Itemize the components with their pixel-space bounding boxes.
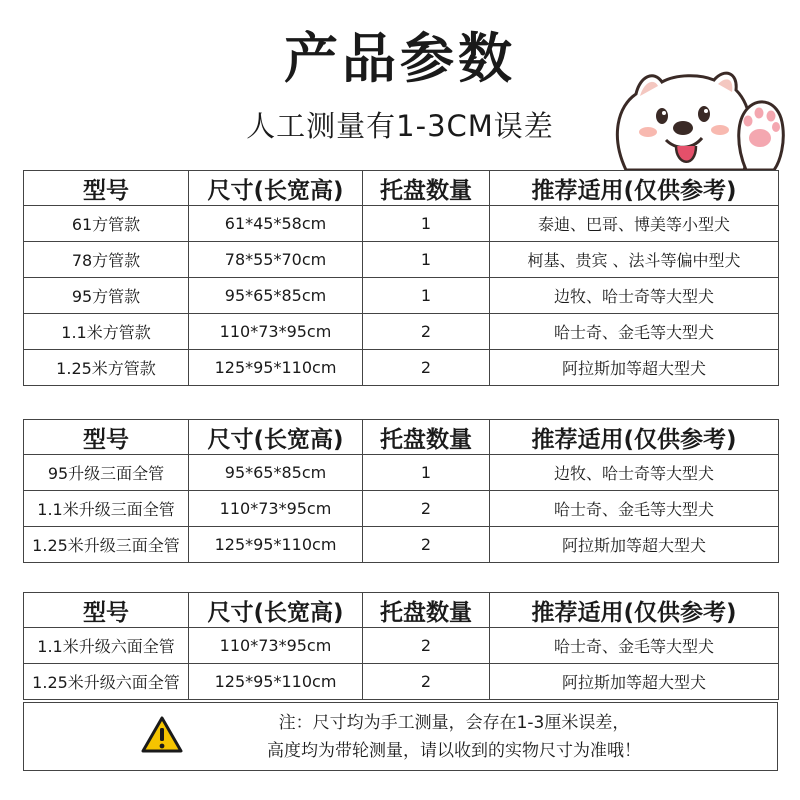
header-tray-count: 托盘数量 [363,420,490,455]
header-recommended: 推荐适用(仅供参考) [490,171,779,206]
table-header-row [24,420,779,455]
cell-tray-count: 1 [363,455,490,491]
header-tray-count: 托盘数量 [363,593,490,628]
cell-model: 95升级三面全管 [24,455,189,491]
dog-illustration-icon [596,66,786,170]
note-text [194,709,714,765]
table-row [24,527,779,563]
header-size: 尺寸(长宽高) [189,420,363,455]
header-model: 型号 [24,593,189,628]
cell-model: 1.25米方管款 [24,350,189,386]
header-tray-count: 托盘数量 [363,171,490,206]
cell-model: 61方管款 [24,206,189,242]
cell-model: 1.25米升级三面全管 [24,527,189,563]
table-row [24,350,779,386]
note-line-1: 注：尺寸均为手工测量，会存在1-3厘米误差， [278,713,630,733]
table-row [24,314,779,350]
table-row [24,455,779,491]
page-subtitle: 人工测量有1-3CM误差 [246,109,554,143]
note-line-2: 高度均为带轮测量，请以收到的实物尺寸为准哦！ [267,741,641,761]
cell-size: 125*95*110cm [189,350,363,386]
header-size: 尺寸(长宽高) [189,171,363,206]
table-row [24,664,779,700]
cell-model: 95方管款 [24,278,189,314]
cell-tray-count: 1 [363,278,490,314]
cell-model: 1.1米方管款 [24,314,189,350]
table-row [24,491,779,527]
cell-model: 1.1米升级三面全管 [24,491,189,527]
cell-size: 61*45*58cm [189,206,363,242]
cell-size: 110*73*95cm [189,314,363,350]
cell-size: 110*73*95cm [189,491,363,527]
table-header-row [24,171,779,206]
cell-recommended: 泰迪、巴哥、博美等小型犬 [490,206,779,242]
cell-size: 125*95*110cm [189,527,363,563]
cell-tray-count: 2 [363,350,490,386]
cell-size: 125*95*110cm [189,664,363,700]
header-recommended: 推荐适用(仅供参考) [490,420,779,455]
table-row [24,242,779,278]
cell-size: 95*65*85cm [189,455,363,491]
cell-tray-count: 2 [363,628,490,664]
measurement-note [23,702,778,771]
table-header-row [24,593,779,628]
cell-model: 78方管款 [24,242,189,278]
cell-tray-count: 1 [363,242,490,278]
cell-tray-count: 2 [363,527,490,563]
cell-recommended: 阿拉斯加等超大型犬 [490,664,779,700]
cell-recommended: 阿拉斯加等超大型犬 [490,350,779,386]
cell-recommended: 柯基、贵宾 、法斗等偏中型犬 [490,242,779,278]
cell-recommended: 边牧、哈士奇等大型犬 [490,278,779,314]
spec-table-three-side [23,419,779,563]
table-row [24,278,779,314]
cell-recommended: 边牧、哈士奇等大型犬 [490,455,779,491]
header-model: 型号 [24,171,189,206]
cell-size: 78*55*70cm [189,242,363,278]
table-row [24,628,779,664]
cell-recommended: 哈士奇、金毛等大型犬 [490,628,779,664]
header-size: 尺寸(长宽高) [189,593,363,628]
cell-size: 110*73*95cm [189,628,363,664]
table-row [24,206,779,242]
header-recommended: 推荐适用(仅供参考) [490,593,779,628]
cell-tray-count: 2 [363,314,490,350]
warning-icon [140,715,184,755]
cell-model: 1.25米升级六面全管 [24,664,189,700]
cell-size: 95*65*85cm [189,278,363,314]
cell-tray-count: 2 [363,491,490,527]
cell-recommended: 阿拉斯加等超大型犬 [490,527,779,563]
cell-recommended: 哈士奇、金毛等大型犬 [490,491,779,527]
header-model: 型号 [24,420,189,455]
cell-tray-count: 2 [363,664,490,700]
cell-tray-count: 1 [363,206,490,242]
spec-table-six-side [23,592,779,700]
page-title: 产品参数 [284,27,516,90]
cell-model: 1.1米升级六面全管 [24,628,189,664]
spec-table-square-tube [23,170,779,386]
cell-recommended: 哈士奇、金毛等大型犬 [490,314,779,350]
